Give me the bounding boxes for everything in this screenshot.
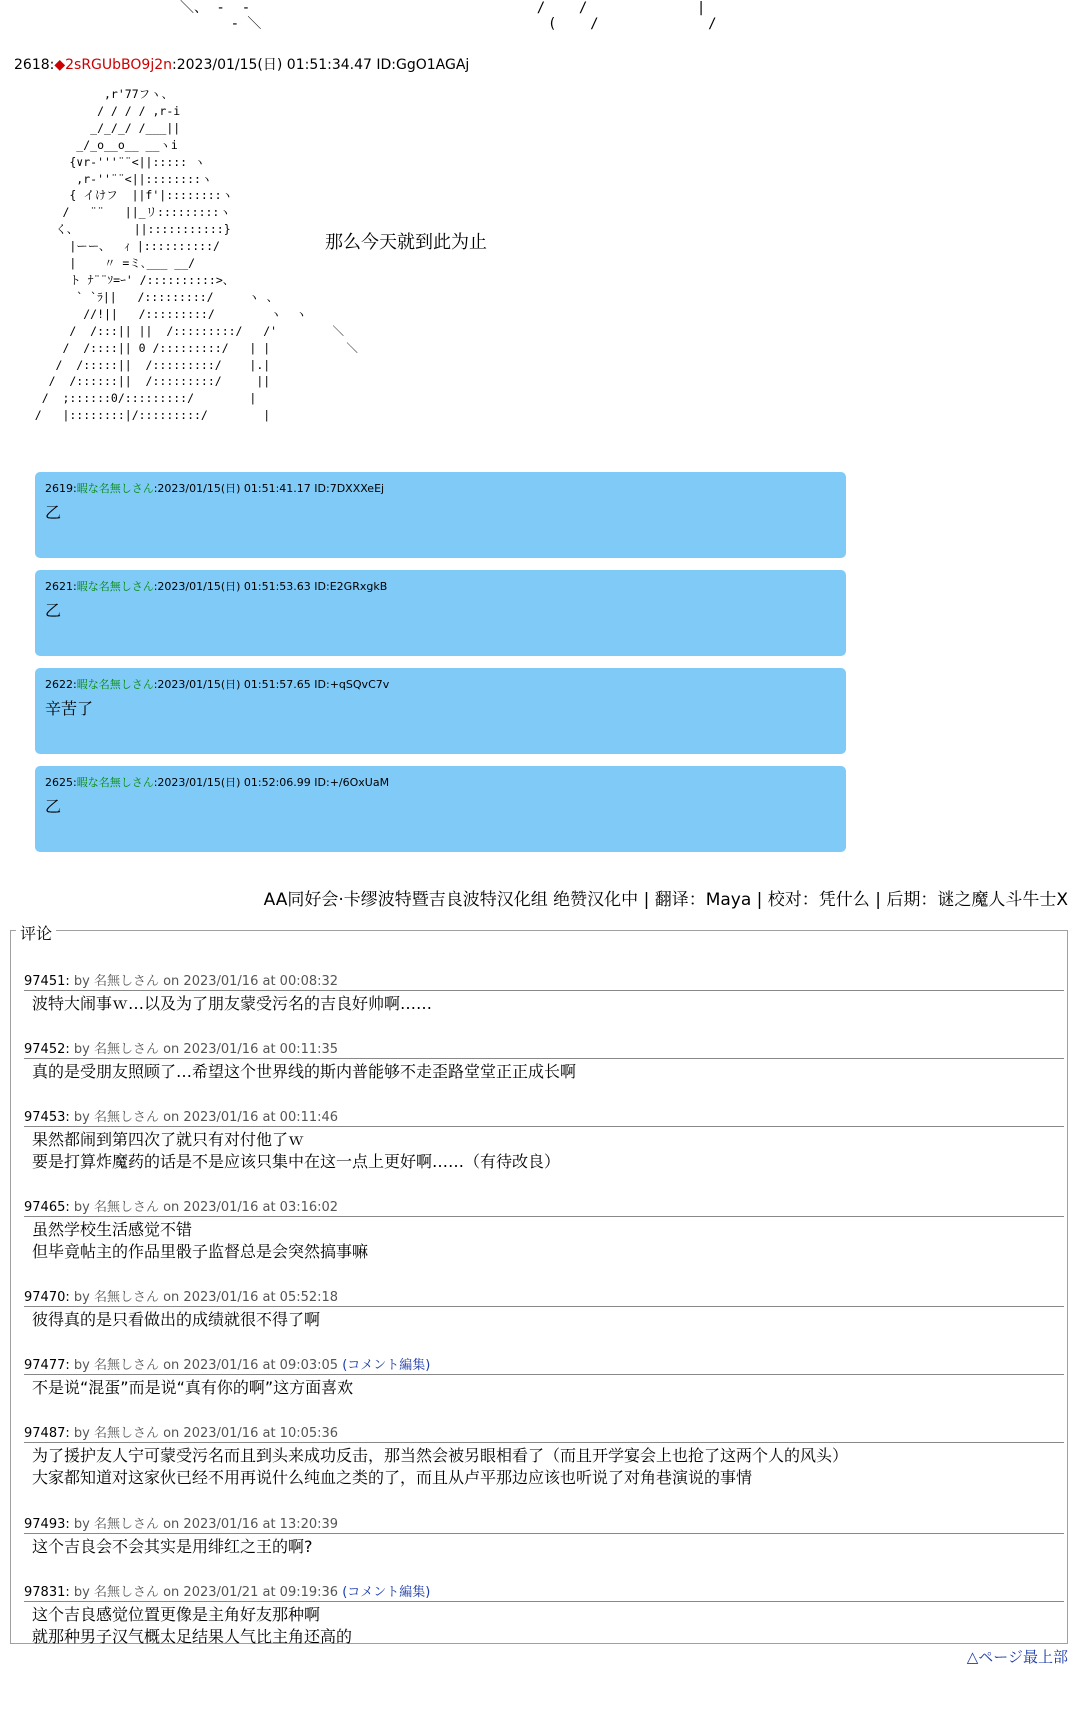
post-meta: :2023/01/15(日) 01:51:34.47 ID:GgO1AGAj <box>172 57 470 73</box>
reply-meta: :2023/01/15(日) 01:52:06.99 ID:+/6OxUaM <box>153 776 390 789</box>
reply-meta: :2023/01/15(日) 01:51:41.17 ID:7DXXXeEj <box>153 482 385 495</box>
comment-item <box>24 1106 1064 1173</box>
comment-item <box>24 1581 1064 1648</box>
comment-body <box>24 1604 1064 1648</box>
reply-name: 暇な名無しさん <box>76 678 154 691</box>
reply-box <box>35 472 846 558</box>
comment-item <box>24 1196 1064 1263</box>
comment-header <box>24 1422 1064 1443</box>
comments-title: 评论 <box>18 921 54 944</box>
reply-number: 2621 <box>45 580 73 593</box>
comment-header <box>24 1038 1064 1059</box>
reply-number: 2622 <box>45 678 73 691</box>
comment-meta: by 名無しさん on 2023/01/16 at 03:16:02 <box>69 1200 339 1215</box>
comment-header <box>24 1196 1064 1217</box>
comment-number: 97465: <box>24 1200 70 1215</box>
comment-item <box>24 1513 1064 1558</box>
reply-body: 乙 <box>45 503 62 522</box>
comment-item <box>24 1286 1064 1331</box>
comment-edit-link[interactable]: (コメント編集) <box>342 1585 431 1600</box>
comment-meta: by 名無しさん on 2023/01/16 at 10:05:36 <box>69 1426 339 1441</box>
comment-header <box>24 970 1064 991</box>
comment-header <box>24 1286 1064 1307</box>
comment-body <box>24 1536 1064 1558</box>
post-trip: ◆2sRGUbBO9j2n <box>54 57 172 73</box>
comment-line: 真的是受朋友照顾了…希望这个世界线的斯内普能够不走歪路堂堂正正成长啊 <box>32 1062 577 1081</box>
reply-number: 2625 <box>45 776 73 789</box>
reply-body: 辛苦了 <box>45 699 94 718</box>
comment-header <box>24 1106 1064 1127</box>
comment-meta: by 名無しさん on 2023/01/21 at 09:19:36 <box>69 1585 339 1600</box>
comment-body <box>24 993 1064 1015</box>
comment-line: 但毕竟帖主的作品里骰子监督总是会突然搞事嘛 <box>32 1242 369 1261</box>
comment-number: 97493: <box>24 1517 70 1532</box>
comment-line: 虽然学校生活感觉不错 <box>32 1220 193 1239</box>
comment-line: 这个吉良会不会其实是用绯红之王的啊? <box>32 1537 313 1556</box>
comment-header <box>24 1513 1064 1534</box>
comment-line: 彼得真的是只看做出的成绩就很不得了啊 <box>32 1310 321 1329</box>
post-number: 2618 <box>14 57 50 73</box>
top-ascii-art: ＼、 - - / / | ‐ ＼ ( / / <box>180 0 717 32</box>
reply-box <box>35 668 846 754</box>
comment-line: 就那种男子汉气概太足结果人气比主角还高的 <box>32 1627 353 1646</box>
comment-line: 波特大闹事ｗ…以及为了朋友蒙受污名的吉良好帅啊…… <box>32 994 433 1013</box>
speech-text: 那么今天就到此为止 <box>325 232 487 253</box>
comment-number: 97452: <box>24 1042 70 1057</box>
reply-header: 2621:暇な名無しさん:2023/01/15(日) 01:51:53.63 ID:E2GRxgkB <box>45 580 388 593</box>
comment-header <box>24 1354 1064 1375</box>
comment-meta: by 名無しさん on 2023/01/16 at 00:11:35 <box>69 1042 339 1057</box>
comment-body <box>24 1309 1064 1331</box>
comment-item <box>24 1354 1064 1399</box>
comment-line: 这个吉良感觉位置更像是主角好友那种啊 <box>32 1605 321 1624</box>
reply-number: 2619 <box>45 482 73 495</box>
comments-border <box>10 930 16 931</box>
comment-meta: by 名無しさん on 2023/01/16 at 00:08:32 <box>69 974 339 989</box>
comment-number: 97487: <box>24 1426 70 1441</box>
reply-name: 暇な名無しさん <box>76 482 154 495</box>
post-header: 2618:◆2sRGUbBO9j2n:2023/01/15(日) 01:51:34.47 ID:GgO1AGAj <box>14 57 470 73</box>
comment-body <box>24 1377 1064 1399</box>
comment-edit-link[interactable]: (コメント編集) <box>342 1358 431 1373</box>
translation-credits: AA同好会·卡缪波特暨吉良波特汉化组 绝赞汉化中 | 翻译：Maya | 校对：凭什么 | 后期：谜之魔人斗牛士X <box>263 890 1068 910</box>
reply-meta: :2023/01/15(日) 01:51:53.63 ID:E2GRxgkB <box>153 580 388 593</box>
comment-line: 不是说“混蛋”而是说“真有你的啊”这方面喜欢 <box>32 1378 354 1397</box>
ascii-art-character: ,r'77フヽ、 / / / / ,r‐i _/_/_/ /___|| _/_o__o__ __ヽi {∨r‐'''¨¨<||::::: ヽ ,r‐''¨¨<||::::::::ヽ { イけフ ||f'|::::::::ヽ / ¨¨ ||_リ:::::::::ヽ く、 ||:::::::::::} |ーー、 ｨ |::::::::::/ | 〃 =ミ､___ __/ ト ﾅ¨¨ｿ=ｰ' /::::::::::>、 ` `ﾗ|| /:::::::::/ ヽ 、 //!|| /:::::::::/ ヽ ヽ / /:::|| || /:::::::::/ /' ＼ / /::::|| 0 /:::::::::/ | | ＼ / /:::::|| /:::::::::/ |.| / /::::::|| /:::::::::/ || / ;::::::0/:::::::::/ | / |::::::::|/:::::::::/ | <box>34 87 358 423</box>
comment-item <box>24 1038 1064 1083</box>
comment-meta: by 名無しさん on 2023/01/16 at 00:11:46 <box>69 1110 339 1125</box>
comment-item <box>24 1422 1064 1489</box>
reply-box <box>35 766 846 852</box>
comment-body <box>24 1445 1064 1489</box>
reply-name: 暇な名無しさん <box>76 580 154 593</box>
comment-body <box>24 1061 1064 1083</box>
reply-name: 暇な名無しさん <box>76 776 154 789</box>
reply-body: 乙 <box>45 601 62 620</box>
comment-line: 为了援护友人宁可蒙受污名而且到头来成功反击，那当然会被另眼相看了（而且开学宴会上也抢了这两个人的风头） <box>32 1446 849 1465</box>
comment-number: 97451: <box>24 974 70 989</box>
reply-box <box>35 570 846 656</box>
comment-number: 97831: <box>24 1585 70 1600</box>
comment-line: 果然都闹到第四次了就只有对付他了ｗ <box>32 1130 305 1149</box>
comments-border <box>56 930 1068 931</box>
reply-header: 2619:暇な名無しさん:2023/01/15(日) 01:51:41.17 ID:7DXXXeEj <box>45 482 385 495</box>
reply-body: 乙 <box>45 797 62 816</box>
comment-number: 97470: <box>24 1290 70 1305</box>
comment-number: 97477: <box>24 1358 70 1373</box>
comment-meta: by 名無しさん on 2023/01/16 at 13:20:39 <box>69 1517 339 1532</box>
reply-meta: :2023/01/15(日) 01:51:57.65 ID:+qSQvC7v <box>153 678 390 691</box>
comment-item <box>24 970 1064 1015</box>
reply-header: 2625:暇な名無しさん:2023/01/15(日) 01:52:06.99 ID:+/6OxUaM <box>45 776 390 789</box>
comment-body <box>24 1219 1064 1263</box>
comment-number: 97453: <box>24 1110 70 1125</box>
comment-meta: by 名無しさん on 2023/01/16 at 09:03:05 <box>69 1358 339 1373</box>
back-to-top-link[interactable]: △ページ最上部 <box>966 1648 1068 1666</box>
comment-body <box>24 1129 1064 1173</box>
comment-meta: by 名無しさん on 2023/01/16 at 05:52:18 <box>69 1290 339 1305</box>
comment-line: 要是打算炸魔药的话是不是应该只集中在这一点上更好啊……（有待改良） <box>32 1152 561 1171</box>
comment-line: 大家都知道对这家伙已经不用再说什么纯血之类的了，而且从卢平那边应该也听说了对角巷演说的事情 <box>32 1468 753 1487</box>
reply-header: 2622:暇な名無しさん:2023/01/15(日) 01:51:57.65 ID:+qSQvC7v <box>45 678 390 691</box>
comment-header <box>24 1581 1064 1602</box>
